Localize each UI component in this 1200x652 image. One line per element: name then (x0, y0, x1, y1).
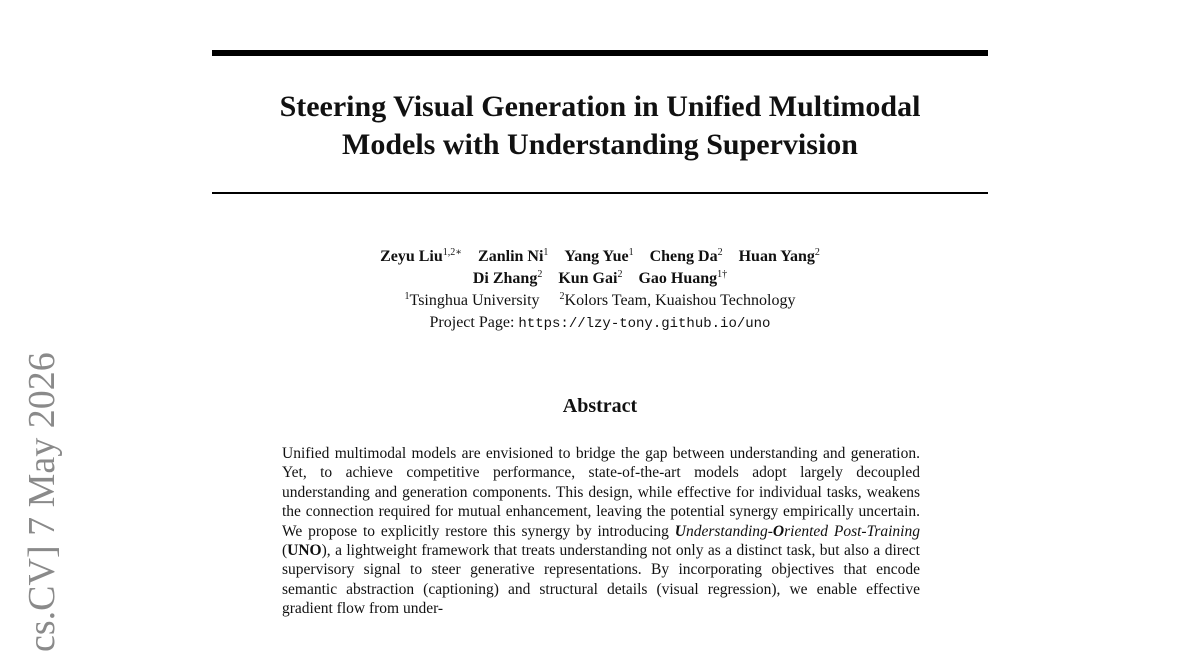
affiliation: $^2$Kolors Team, Kuaishou Technology (559, 291, 796, 309)
author: Yang Yue$^1$ (564, 247, 634, 265)
author: Gao Huang$^{1\dagger}$ (638, 269, 728, 287)
author-block (212, 246, 988, 335)
paper-title (212, 88, 988, 164)
method-name-italic: Understanding-Oriented Post-Training (674, 522, 920, 540)
author: Zanlin Ni$^1$ (478, 247, 549, 265)
author: Zeyu Liu$^{1,2∗}$ (380, 247, 463, 265)
abstract-text: Unified multimodal models are envisioned to bridge the gap between understanding and generation. Yet, to achieve competitive performance, state-of-the-art models adopt largely decoupled understanding and generation components. This design, while effective for individual tasks, weakens the connection required for mutual enhancement, leaving the potential synergy empirically uncertain. We propose to explicitly restore this synergy by introducing Understanding-Oriented Post-Training (UNO), a lightweight framework that treats understanding not only as a distinct task, but also a direct supervisory signal to steer generative representations. By incorporating objectives that encode semantic abstraction (captioning) and structural details (visual regression), we enable effective gradient flow from under- (282, 445, 920, 618)
abstract-heading: Abstract (562, 395, 638, 417)
author: Cheng Da$^2$ (649, 247, 723, 265)
title-line-1: Steering Visual Generation in Unified Multimodal (279, 90, 921, 123)
authors-line-1 (212, 246, 988, 268)
affiliation: $^1$Tsinghua University (404, 291, 540, 309)
author: Huan Yang$^2$ (738, 247, 820, 265)
method-acronym: UNO (287, 542, 322, 560)
title-bottom-rule (212, 192, 988, 194)
project-page-link[interactable]: https://lzy-tony.github.io/uno (518, 316, 771, 332)
title-top-rule (212, 50, 988, 56)
affiliations (212, 290, 988, 312)
authors-line-2 (212, 268, 988, 290)
project-page-label: Project Page: (429, 314, 515, 331)
author: Di Zhang$^2$ (472, 269, 543, 287)
project-page (212, 312, 988, 335)
title-line-2: Models with Understanding Supervision (342, 128, 858, 161)
arxiv-stamp: cs.CV] 7 May 2026 (21, 352, 63, 652)
author: Kun Gai$^2$ (558, 269, 623, 287)
